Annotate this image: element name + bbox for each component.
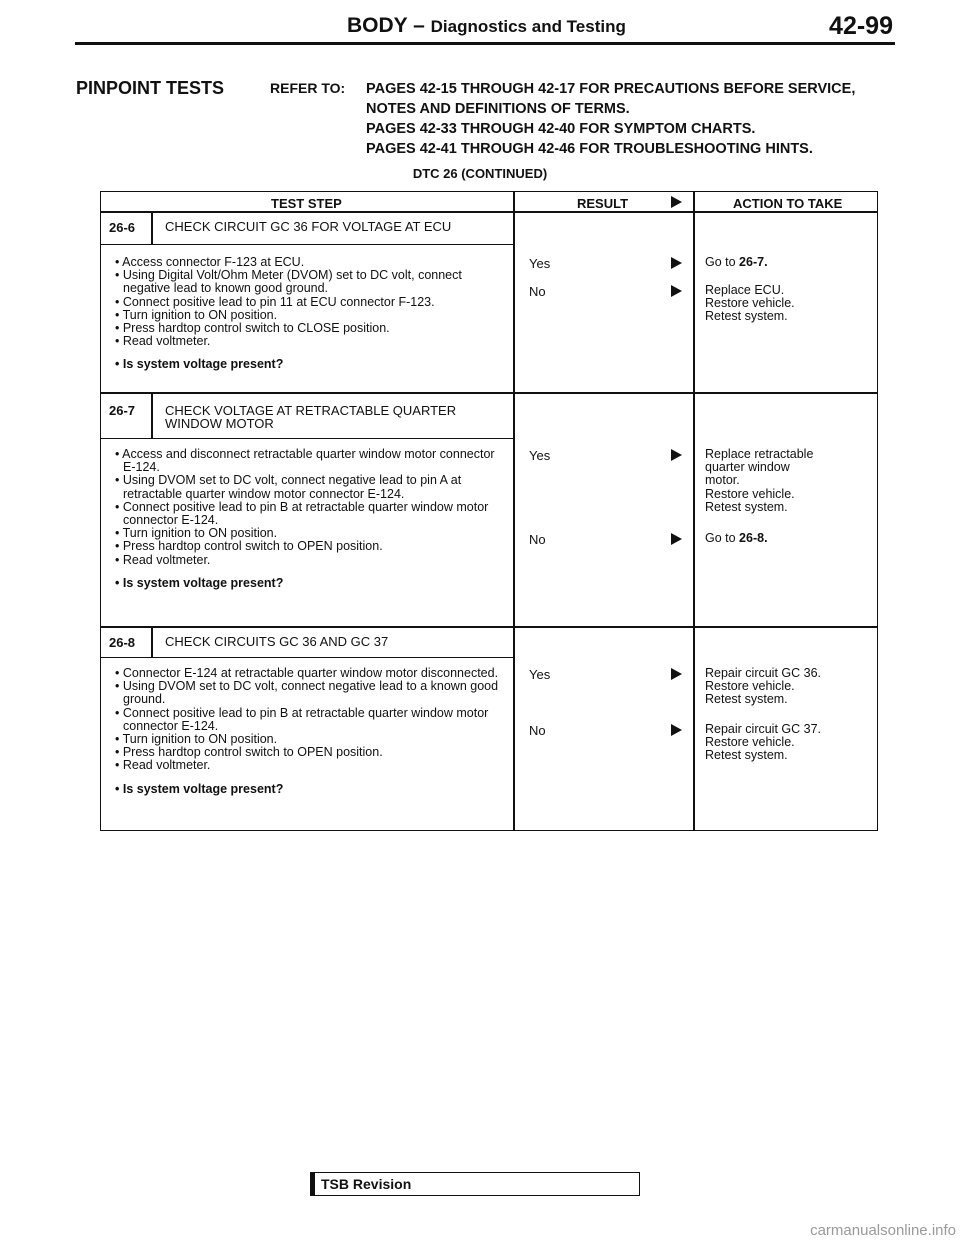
instruction-item: • Turn ignition to ON position. xyxy=(115,307,278,322)
step-header xyxy=(101,393,513,439)
dtc-label: DTC 26 (CONTINUED) xyxy=(412,166,548,181)
header-title xyxy=(347,14,626,38)
tsb-bar xyxy=(311,1173,315,1195)
instruction-item: • Read voltmeter. xyxy=(115,758,211,773)
result-yes: Yes xyxy=(529,448,551,463)
action-text xyxy=(705,256,875,269)
reference-line: NOTES AND DEFINITIONS OF TERMS. xyxy=(366,101,630,117)
step-number: 26-8 xyxy=(109,635,136,650)
step-number-divider xyxy=(151,212,153,244)
arrow-icon xyxy=(671,724,682,736)
step-question: • Is system voltage present? xyxy=(115,357,284,372)
pinpoint-test-table xyxy=(100,191,878,831)
instruction-item: • Access connector F-123 at ECU. xyxy=(115,255,305,269)
arrow-icon xyxy=(671,668,682,680)
step-title: CHECK CIRCUIT GC 36 FOR VOLTAGE AT ECU xyxy=(165,219,452,234)
result-yes: Yes xyxy=(529,667,551,682)
instruction-item: • Turn ignition to ON position. xyxy=(115,732,278,747)
instruction-item: • Using DVOM set to DC volt, connect negative lead to pin A at retractable quarter window motor connector E-124. xyxy=(115,473,462,501)
result-yes: Yes xyxy=(529,256,551,271)
instruction-item: • Using DVOM set to DC volt, connect negative lead to a known good ground. xyxy=(115,679,499,707)
header-section: BODY xyxy=(347,14,408,37)
instruction-item: • Read voltmeter. xyxy=(115,334,211,349)
tsb-revision-box xyxy=(310,1172,640,1196)
step-title: CHECK CIRCUITS GC 36 AND GC 37 xyxy=(165,634,389,649)
step-header xyxy=(101,627,513,658)
arrow-icon xyxy=(671,533,682,545)
reference-line: PAGES 42-41 THROUGH 42-46 FOR TROUBLESHOOTING HINTS. xyxy=(366,141,813,157)
action-text: Repair circuit GC 36. Restore vehicle. Retest system. xyxy=(705,666,822,707)
header-rule xyxy=(75,42,895,45)
instruction-item: • Turn ignition to ON position. xyxy=(115,526,278,541)
source-watermark: carmanualsonline.info xyxy=(810,1222,956,1239)
step-instructions xyxy=(115,448,505,590)
step-instructions xyxy=(115,256,505,372)
header-dash: – xyxy=(407,14,431,37)
header-subtitle: Diagnostics and Testing xyxy=(430,17,626,36)
test-step-26-8 xyxy=(101,627,877,831)
action-step-ref: 26-8. xyxy=(739,531,768,545)
step-title: CHECK VOLTAGE AT RETRACTABLE QUARTER WINDOW MOTOR xyxy=(165,403,457,431)
instruction-item: • Press hardtop control switch to OPEN position. xyxy=(115,745,383,760)
column-header-action: ACTION TO TAKE xyxy=(733,196,843,211)
tsb-revision-label: TSB Revision xyxy=(321,1176,412,1192)
instruction-item: • Connect positive lead to pin B at retractable quarter window motor connector E-124. xyxy=(115,499,489,528)
column-header-test-step: TEST STEP xyxy=(271,196,342,211)
result-no: No xyxy=(529,532,546,547)
test-step-26-6 xyxy=(101,212,877,393)
step-number-divider xyxy=(151,393,153,438)
step-question: • Is system voltage present? xyxy=(115,781,284,796)
page-header xyxy=(75,12,895,40)
action-text xyxy=(705,532,875,545)
arrow-icon xyxy=(671,257,682,269)
step-number: 26-6 xyxy=(109,220,136,235)
action-text: Replace ECU. Restore vehicle. Retest system. xyxy=(705,283,795,324)
result-no: No xyxy=(529,284,546,299)
instruction-item: • Connector E-124 at retractable quarter window motor disconnected. xyxy=(115,666,499,680)
instruction-item: • Press hardtop control switch to OPEN position. xyxy=(115,539,383,554)
step-number-divider xyxy=(151,627,153,657)
instruction-item: • Using Digital Volt/Ohm Meter (DVOM) set to DC volt, connect negative lead to known good ground. xyxy=(115,268,462,296)
step-header xyxy=(101,212,513,245)
reference-line: PAGES 42-33 THROUGH 42-40 FOR SYMPTOM CHARTS. xyxy=(366,121,756,137)
page-number: 42-99 xyxy=(829,12,893,40)
reference-line: PAGES 42-15 THROUGH 42-17 FOR PRECAUTIONS BEFORE SERVICE, xyxy=(366,81,856,97)
action-text-plain: Go to xyxy=(705,531,740,545)
instruction-item: • Read voltmeter. xyxy=(115,552,211,567)
step-number: 26-7 xyxy=(109,403,136,418)
refer-label: REFER TO: xyxy=(270,80,346,96)
instruction-item: • Connect positive lead to pin 11 at ECU connector F-123. xyxy=(115,294,435,309)
action-step-ref: 26-7. xyxy=(739,255,768,269)
arrow-icon xyxy=(671,449,682,461)
result-no: No xyxy=(529,723,546,738)
instruction-item: • Press hardtop control switch to CLOSE position. xyxy=(115,321,390,336)
test-step-26-7 xyxy=(101,393,877,626)
action-text-plain: Go to xyxy=(705,255,740,269)
arrow-icon xyxy=(671,196,682,208)
action-text: Repair circuit GC 37. Restore vehicle. Retest system. xyxy=(705,722,822,763)
instruction-item: • Connect positive lead to pin B at retractable quarter window motor connector E-124. xyxy=(115,705,489,733)
step-question: • Is system voltage present? xyxy=(115,575,284,590)
column-header-result: RESULT xyxy=(577,196,629,211)
reference-list xyxy=(366,79,855,159)
action-text: Replace retractable quarter window motor. Restore vehicle. Retest system. xyxy=(705,447,814,514)
pinpoint-heading: PINPOINT TESTS xyxy=(76,78,225,98)
instruction-item: • Access and disconnect retractable quarter window motor connector E-124. xyxy=(115,447,495,475)
step-instructions xyxy=(115,667,505,796)
arrow-icon xyxy=(671,285,682,297)
